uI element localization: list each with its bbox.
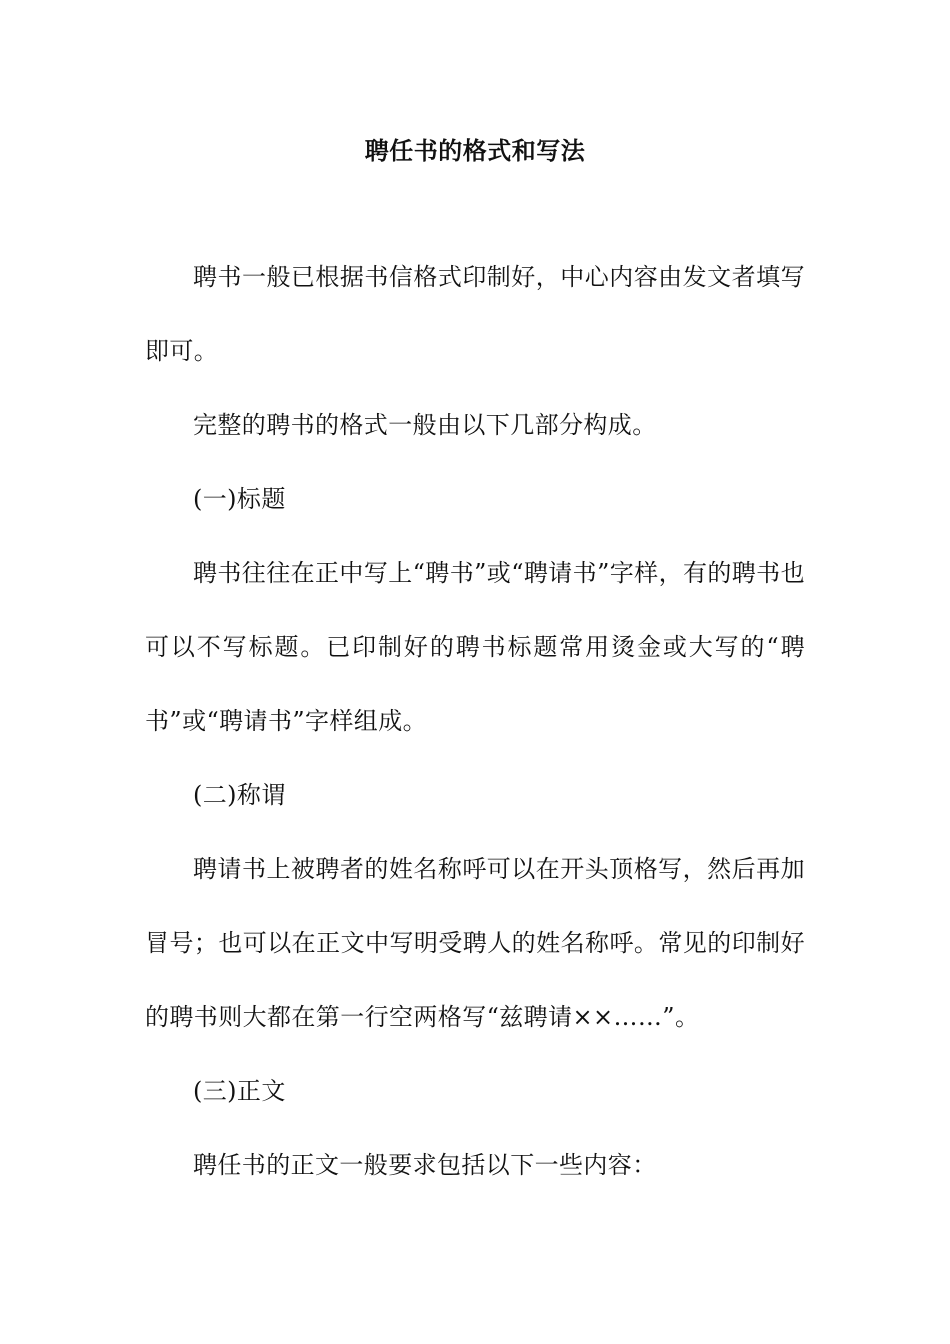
paragraph-title-details: 聘书往往在正中写上“聘书”或“聘请书”字样，有的聘书也可以不写标题。已印制好的聘书标题常用烫金或大写的“聘书”或“聘请书”字样组成。 — [145, 559, 805, 735]
paragraph-structure: 完整的聘书的格式一般由以下几部分构成。 — [193, 411, 657, 439]
document-body — [145, 240, 805, 1202]
section-heading-title: (一)标题 — [193, 485, 286, 513]
section-heading-salutation: (二)称谓 — [193, 781, 286, 809]
document-title: 聘任书的格式和写法 — [364, 136, 586, 165]
paragraph-body-content: 聘任书的正文一般要求包括以下一些内容： — [193, 1151, 657, 1179]
paragraph-intro: 聘书一般已根据书信格式印制好，中心内容由发文者填写即可。 — [145, 263, 805, 365]
paragraph-salutation-details: 聘请书上被聘者的姓名称呼可以在开头顶格写，然后再加冒号；也可以在正文中写明受聘人的姓名称呼。常见的印制好的聘书则大都在第一行空两格写“兹聘请××……”。 — [145, 855, 805, 1031]
section-heading-body: (三)正文 — [193, 1077, 286, 1105]
